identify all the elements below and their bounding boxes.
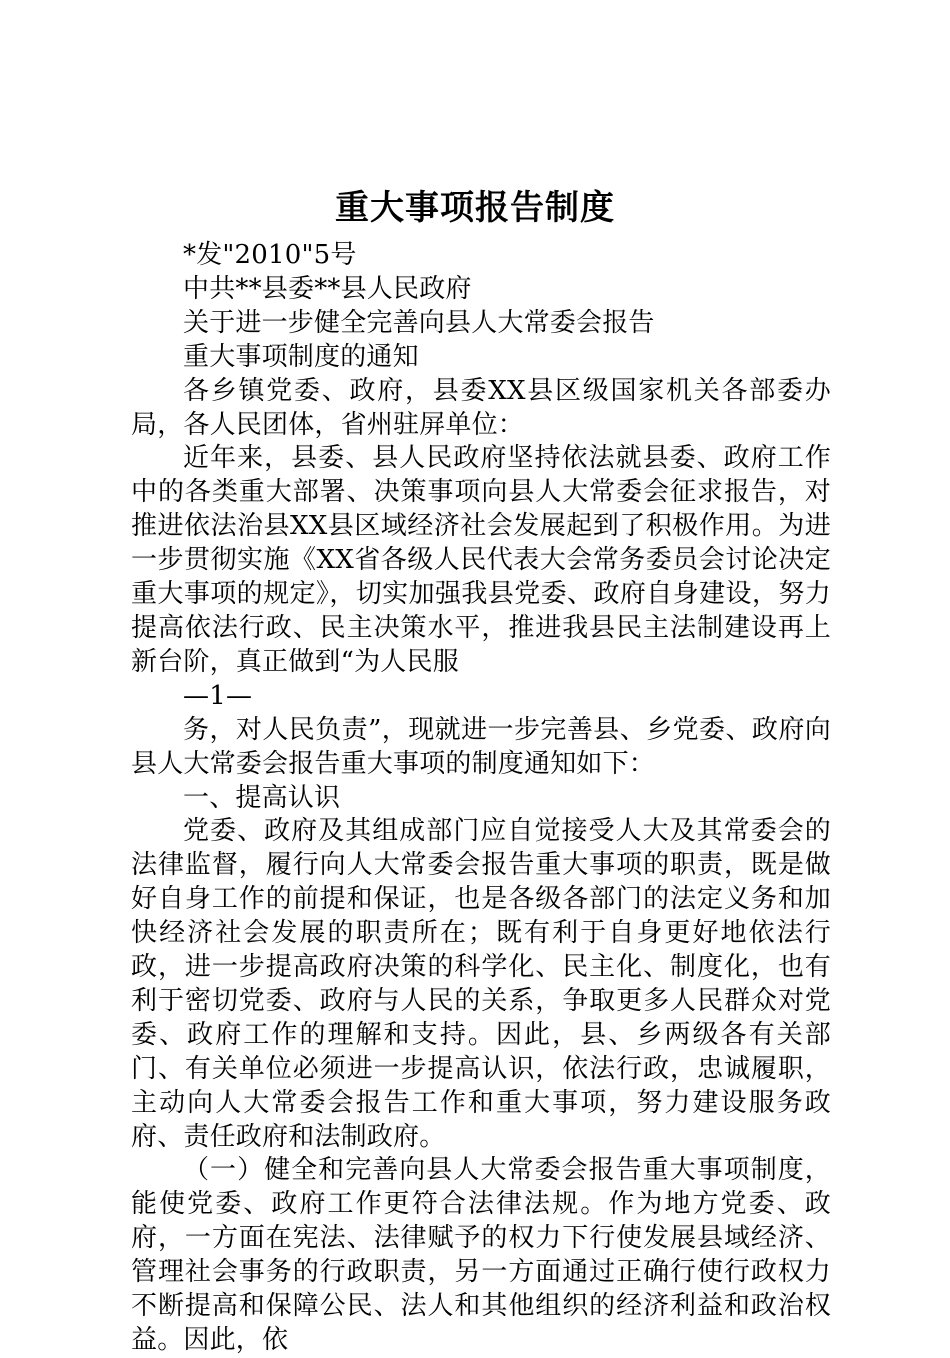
- addressee: 各乡镇党委、政府，县委XX县区级国家机关各部委办局，各人民团体，省州驻屏单位：: [131, 375, 831, 440]
- paragraph-1: 近年来，县委、县人民政府坚持依法就县委、政府工作中的各类重大部署、决策事项向县人大常委会征求报告，对推进依法治县XX县区域经济社会发展起到了积极作用。为进一步贯彻实施《XX省各级人民代表大会常务委员会讨论决定重大事项的规定》，切实加强我县党委、政府自身建设，努力提高依法行政、民主决策水平，推进我县民主法制建设再上新台阶，真正做到“为人民服: [131, 443, 831, 677]
- document-body: [131, 239, 831, 1358]
- section-heading-1: 一、提高认识: [183, 782, 341, 813]
- paragraph-2: 务，对人民负责”，现就进一步完善县、乡党委、政府向县人大常委会报告重大事项的制度通知如下：: [131, 714, 831, 779]
- paragraph-3: 党委、政府及其组成部门应自觉接受人大及其常委会的法律监督，履行向人大常委会报告重大事项的职责，既是做好自身工作的前提和保证，也是各级各部门的法定义务和加快经济社会发展的职责所在；既有利于自身更好地依法行政，进一步提高政府决策的科学化、民主化、制度化，也有利于密切党委、政府与人民的关系，争取更多人民群众对党委、政府工作的理解和支持。因此，县、乡两级各有关部门、有关单位必须进一步提高认识，依法行政，忠诚履职，主动向人大常委会报告工作和重大事项，努力建设服务政府、责任政府和法制政府。: [131, 816, 831, 1152]
- document-title: 重大事项报告制度: [335, 188, 615, 228]
- issuer: 中共**县委**县人民政府: [183, 273, 472, 304]
- subject-line-2: 重大事项制度的通知: [183, 341, 419, 372]
- doc-number: *发"2010"5号: [183, 240, 357, 270]
- page-number: —1—: [183, 680, 253, 711]
- subject-line-1: 关于进一步健全完善向县人大常委会报告: [183, 307, 655, 338]
- paragraph-4: （一）健全和完善向县人大常委会报告重大事项制度，能使党委、政府工作更符合法律法规。作为地方党委、政府，一方面在宪法、法律赋予的权力下行使发展县域经济、管理社会事务的行政职责，另一方面通过正确行使行政权力不断提高和保障公民、法人和其他组织的经济利益和政治权益。因此，依: [131, 1155, 831, 1355]
